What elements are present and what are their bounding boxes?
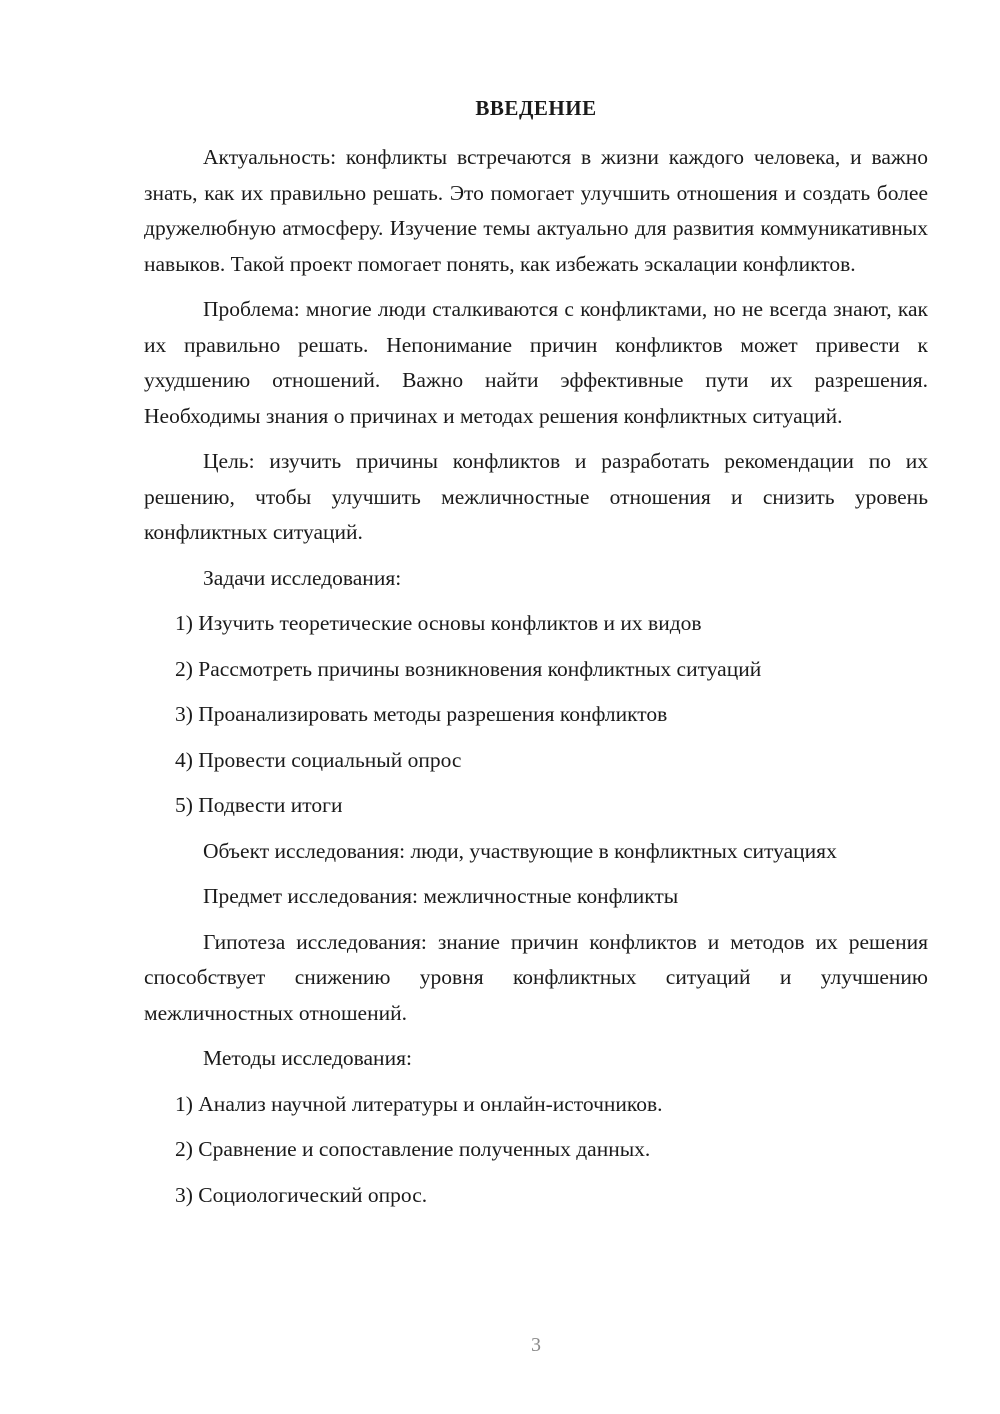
document-body (144, 140, 928, 1223)
method-item: 2) Сравнение и сопоставление полученных данных. (175, 1137, 651, 1161)
relevance-paragraph: Актуальность: конфликты встречаются в жизни каждого человека, и важно знать, как их правильно решать. Это помогает улучшить отношения и создать более дружелюбную атмосферу. Изучение темы актуально для развития коммуникативных навыков. Такой проект помогает понять, как избежать эскалации конфликтов. (144, 145, 928, 276)
methods-list (144, 1087, 928, 1214)
hypothesis-paragraph: Гипотеза исследования: знание причин конфликтов и методов их решения способствует снижению уровня конфликтных ситуаций и улучшению межличностных отношений. (144, 929, 928, 1025)
problem-paragraph: Проблема: многие люди сталкиваются с конфликтами, но не всегда знают, как их правильно решать. Непонимание причин конфликтов может привести к ухудшению отношений. Важно найти эффективные пути их разрешения. Необходимы знания о причинах и методах решения конфликтных ситуаций. (144, 297, 928, 428)
methods-heading: Методы исследования: (203, 1046, 412, 1070)
goal-paragraph: Цель: изучить причины конфликтов и разработать рекомендации по их решению, чтобы улучшить межличностные отношения и снизить уровень конфликтных ситуаций. (144, 449, 928, 544)
task-item: 5) Подвести итоги (175, 793, 343, 817)
method-item: 1) Анализ научной литературы и онлайн-источников. (175, 1091, 663, 1116)
task-item: 4) Провести социальный опрос (175, 747, 462, 772)
task-item: 3) Проанализировать методы разрешения конфликтов (175, 702, 668, 726)
task-item: 2) Рассмотреть причины возникновения конфликтных ситуаций (175, 656, 762, 681)
tasks-list (144, 606, 928, 824)
page-number: 3 (531, 1334, 541, 1356)
task-item: 1) Изучить теоретические основы конфликтов и их видов (175, 611, 702, 635)
subject-paragraph: Предмет исследования: межличностные конфликты (203, 884, 679, 908)
tasks-heading: Задачи исследования: (203, 565, 402, 590)
method-item: 3) Социологический опрос. (175, 1182, 428, 1207)
page-title: ВВЕДЕНИЕ (475, 96, 597, 120)
object-paragraph: Объект исследования: люди, участвующие в конфликтных ситуациях (203, 838, 837, 863)
